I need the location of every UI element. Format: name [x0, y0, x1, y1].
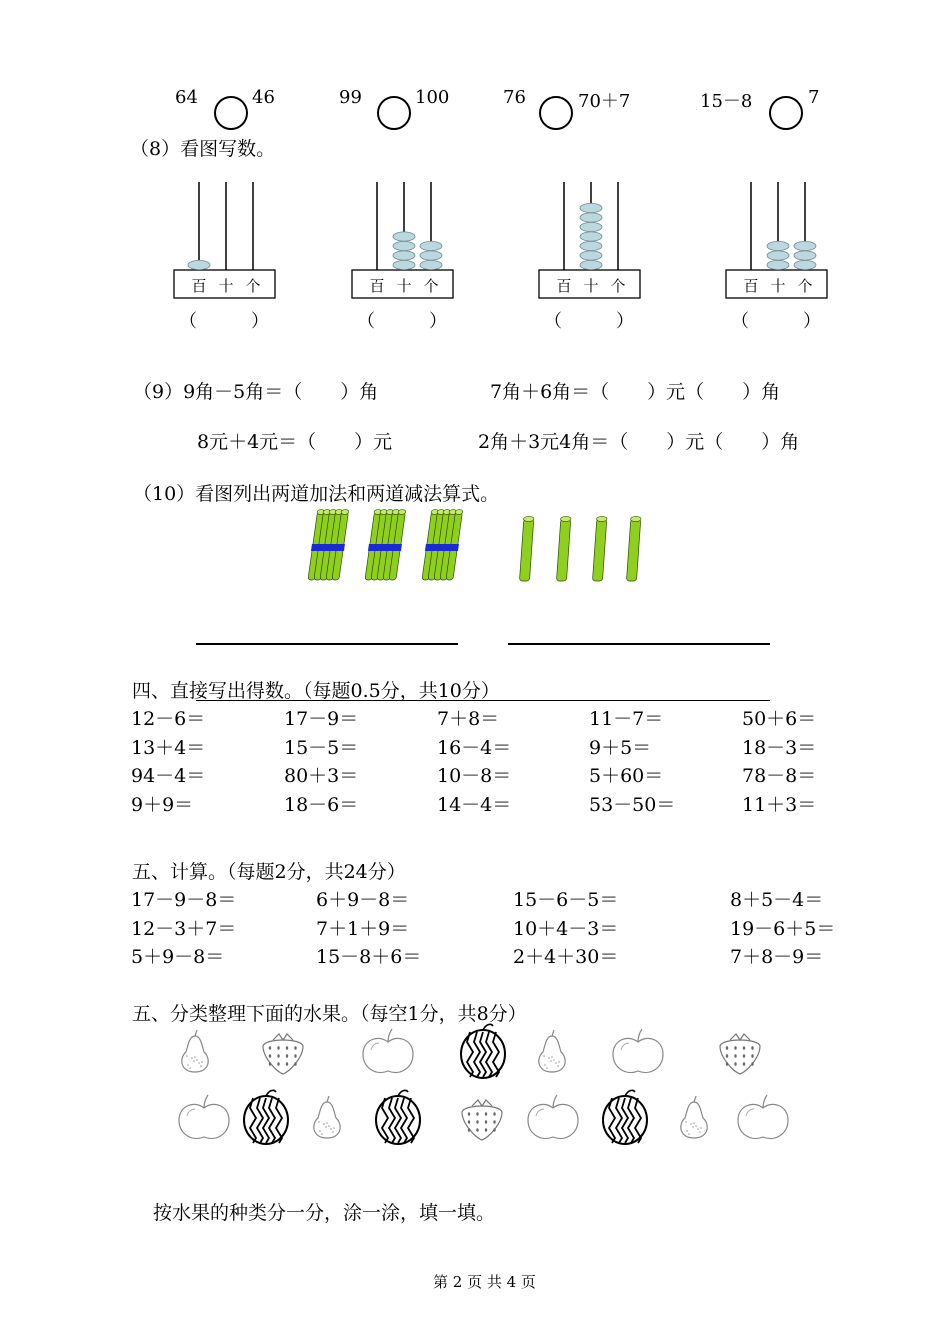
single-stick-top — [560, 516, 571, 521]
pear-dot — [319, 1130, 321, 1132]
strawberry-seed — [734, 1046, 736, 1050]
pear-stem — [195, 1030, 197, 1036]
strawberry-body — [263, 1040, 303, 1074]
strawberry-seed — [277, 1054, 279, 1058]
abacus-bead — [580, 251, 602, 260]
pear-dot — [557, 1065, 559, 1067]
pear-dot — [323, 1123, 325, 1125]
strawberry-seed — [743, 1046, 745, 1050]
strawberry-seed — [743, 1054, 745, 1058]
section5-problem: 10＋4－3＝ — [513, 917, 619, 940]
section5-problem: 7＋1＋9＝ — [316, 917, 410, 940]
compare-left-3: 76 — [503, 87, 526, 108]
section6-instruction: 按水果的种类分一分，涂一涂，填一填。 — [153, 1202, 496, 1224]
pear-body — [314, 1102, 340, 1138]
watermelon-icon — [376, 1090, 420, 1144]
pear-dot — [186, 1055, 188, 1057]
single-stick-body — [519, 519, 533, 581]
bundle-band — [311, 544, 345, 551]
pear-dot — [543, 1055, 545, 1057]
compare-left-1: 64 — [175, 87, 198, 108]
place-label: 个 — [245, 277, 261, 295]
section5-problem: 7＋8－9＝ — [730, 946, 824, 968]
section5-problem: 15－8＋6＝ — [316, 946, 422, 968]
pear-dot — [187, 1064, 189, 1066]
section5-problem: 15－6－5＝ — [513, 889, 619, 911]
place-label: 个 — [423, 277, 439, 295]
strawberry-seed — [476, 1112, 478, 1116]
abacus-bead — [420, 241, 442, 250]
apple-icon — [613, 1029, 663, 1072]
abacus-2 — [352, 182, 453, 332]
pear-dot — [690, 1123, 692, 1125]
strawberry-seed — [468, 1112, 470, 1116]
strawberry-seed — [751, 1054, 753, 1058]
abacus-bead — [420, 260, 442, 269]
section4-problem: 17－9＝ — [284, 708, 359, 730]
apple-body — [613, 1038, 663, 1072]
section4-problem: 10－8＝ — [437, 765, 512, 787]
pear-body — [539, 1036, 565, 1072]
apple-icon — [179, 1095, 229, 1138]
abacus-bead — [794, 260, 816, 269]
strawberry-seed — [734, 1062, 736, 1066]
stick-bundle — [307, 510, 350, 580]
abacus-bead — [188, 260, 210, 269]
place-label: 十 — [770, 277, 786, 295]
place-label: 个 — [797, 277, 813, 295]
stick-bundle — [364, 510, 407, 580]
section5-problem: 19－6＋5＝ — [730, 917, 836, 940]
single-stick-top — [596, 516, 607, 521]
abacus-bead — [580, 232, 602, 241]
abacus-bead — [393, 251, 415, 260]
pear-dot — [333, 1127, 335, 1129]
abacus-answer: （ ） — [544, 311, 634, 332]
strawberry-seed — [286, 1054, 288, 1058]
single-stick-body — [626, 519, 640, 581]
abacus-bead — [580, 213, 602, 222]
abacus-bead — [580, 222, 602, 231]
section5-problem: 8＋5－4＝ — [730, 889, 824, 911]
pear-dot — [692, 1126, 694, 1128]
place-label: 百 — [743, 277, 759, 295]
apple-icon — [528, 1095, 578, 1138]
compare-right-1: 46 — [252, 87, 275, 108]
strawberry-seed — [751, 1062, 753, 1066]
strawberry-body — [720, 1040, 760, 1074]
pear-dot — [693, 1122, 695, 1124]
strawberry-seed — [468, 1120, 470, 1124]
pear-dot — [198, 1062, 200, 1064]
abacus-bead — [580, 203, 602, 212]
section5-problem: 6＋9－8＝ — [316, 889, 410, 911]
single-stick — [626, 516, 641, 581]
bundle-band — [425, 544, 459, 551]
pear-stem — [694, 1096, 696, 1102]
strawberry-seed — [726, 1062, 728, 1066]
single-stick-body — [556, 519, 570, 581]
pear-icon — [182, 1030, 208, 1072]
abacus-answer: （ ） — [357, 311, 447, 332]
pear-dot — [196, 1059, 198, 1061]
strawberry-leaves — [273, 1034, 293, 1040]
strawberry-seed — [294, 1062, 296, 1066]
place-label: 百 — [191, 277, 207, 295]
strawberry-seed — [751, 1046, 753, 1050]
stick-bundle — [421, 510, 464, 580]
strawberry-seed — [726, 1046, 728, 1050]
strawberry-seed — [493, 1112, 495, 1116]
strawberry-seed — [485, 1128, 487, 1132]
section5-problem: 17－9－8＝ — [131, 889, 237, 911]
compare-right-4: 7 — [808, 87, 820, 108]
strawberry-seed — [269, 1046, 271, 1050]
stick-figures — [0, 500, 950, 600]
section5-problem: 2＋4＋30＝ — [513, 946, 619, 968]
section4-problem: 15－5＝ — [284, 736, 359, 759]
section4-title: 四、直接写出得数。（每题0.5分，共10分） — [132, 680, 500, 702]
strawberry-icon — [263, 1034, 303, 1074]
answer-line-1[interactable] — [196, 643, 458, 645]
strawberry-seed — [734, 1054, 736, 1058]
pear-dot — [558, 1061, 560, 1063]
section4-problem: 12－6＝ — [131, 708, 206, 730]
section4-problem: 5＋60＝ — [589, 765, 664, 787]
abacus-1 — [174, 182, 275, 332]
pear-dot — [685, 1121, 687, 1123]
single-stick-top — [630, 516, 641, 521]
pear-dot — [688, 1133, 690, 1135]
pear-dot — [550, 1060, 552, 1062]
pear-dot — [553, 1059, 555, 1061]
pear-dot — [201, 1061, 203, 1063]
pear-dot — [546, 1067, 548, 1069]
section4-problem: 14－4＝ — [437, 793, 512, 816]
section4-underline — [196, 700, 770, 701]
strawberry-seed — [476, 1120, 478, 1124]
strawberry-seed — [294, 1054, 296, 1058]
section4-problem: 80＋3＝ — [284, 765, 359, 787]
pear-dot — [321, 1133, 323, 1135]
abacus-bead — [580, 241, 602, 250]
pear-dot — [332, 1131, 334, 1133]
q8-title: （8）看图写数。 — [130, 138, 276, 160]
pear-dot — [194, 1056, 196, 1058]
abacus-bead — [393, 260, 415, 269]
strawberry-icon — [720, 1034, 760, 1074]
strawberry-seed — [269, 1054, 271, 1058]
strawberry-body — [462, 1106, 502, 1140]
pear-dot — [193, 1060, 195, 1062]
apple-icon — [363, 1029, 413, 1072]
pear-dot — [326, 1122, 328, 1124]
compare-left-2: 99 — [339, 87, 362, 108]
place-label: 十 — [396, 277, 412, 295]
watermelon-icon — [244, 1090, 288, 1144]
single-stick — [519, 516, 534, 581]
pear-icon — [539, 1030, 565, 1072]
compare-right-2: 100 — [415, 87, 450, 108]
pear-dot — [328, 1125, 330, 1127]
strawberry-seed — [286, 1046, 288, 1050]
apple-body — [179, 1104, 229, 1138]
abacus-bead — [420, 251, 442, 260]
apple-body — [363, 1038, 413, 1072]
pear-body — [182, 1036, 208, 1072]
compare-right-3: 70＋7 — [578, 91, 631, 112]
q9-row1-b: 7角＋6角＝（ ）元（ ）角 — [490, 381, 781, 403]
strawberry-seed — [269, 1062, 271, 1066]
abacus-figures — [0, 0, 950, 340]
section4-problem: 9＋9＝ — [131, 793, 194, 816]
strawberry-seed — [277, 1062, 279, 1066]
strawberry-leaves — [730, 1034, 750, 1040]
single-stick — [592, 516, 607, 581]
abacus-4 — [726, 182, 827, 332]
pear-dot — [330, 1128, 332, 1130]
pear-dot — [695, 1125, 697, 1127]
apple-icon — [738, 1095, 788, 1138]
q9-row2-a: 8元＋4元＝（ ）元 — [197, 431, 393, 453]
section5-problem: 5＋9－8＝ — [131, 946, 225, 968]
apple-body — [738, 1104, 788, 1138]
section4-problem: 18－3＝ — [742, 736, 817, 759]
bundle-band — [368, 544, 402, 551]
single-stick-body — [592, 519, 606, 581]
section4-problem: 13＋4＝ — [131, 736, 206, 759]
pear-body — [681, 1102, 707, 1138]
abacus-3 — [539, 182, 640, 332]
apple-body — [528, 1104, 578, 1138]
strawberry-seed — [743, 1062, 745, 1066]
bundle-stick-top — [455, 510, 463, 515]
strawberry-seed — [485, 1120, 487, 1124]
q9-row2-b: 2角＋3元4角＝（ ）元（ ）角 — [478, 431, 800, 453]
place-label: 十 — [583, 277, 599, 295]
section6-title: 五、分类整理下面的水果。（每空1分，共8分） — [132, 1003, 527, 1025]
page-footer: 第 2 页 共 4 页 — [433, 1273, 536, 1291]
abacus-bead — [767, 260, 789, 269]
section4-problem: 94－4＝ — [131, 765, 206, 787]
place-label: 百 — [369, 277, 385, 295]
abacus-bead — [794, 241, 816, 250]
abacus-bead — [794, 251, 816, 260]
strawberry-seed — [286, 1062, 288, 1066]
pear-stem — [327, 1096, 329, 1102]
pear-dot — [555, 1062, 557, 1064]
answer-line-2[interactable] — [508, 643, 770, 645]
strawberry-seed — [485, 1112, 487, 1116]
pear-dot — [699, 1131, 701, 1133]
section4-problem: 11＋3＝ — [742, 793, 817, 816]
pear-icon — [314, 1096, 340, 1138]
place-label: 百 — [556, 277, 572, 295]
pear-dot — [686, 1130, 688, 1132]
section5-problem: 12－3＋7＝ — [131, 917, 237, 940]
strawberry-icon — [462, 1100, 502, 1140]
strawberry-seed — [493, 1120, 495, 1124]
place-label: 十 — [218, 277, 234, 295]
abacus-bead — [767, 251, 789, 260]
abacus-bead — [767, 241, 789, 250]
section4-problem: 16－4＝ — [437, 736, 512, 759]
compare-left-4: 15－8 — [700, 91, 753, 112]
watermelon-icon — [603, 1090, 647, 1144]
pear-stem — [552, 1030, 554, 1036]
pear-dot — [548, 1057, 550, 1059]
pear-dot — [551, 1056, 553, 1058]
abacus-bead — [580, 260, 602, 269]
strawberry-seed — [468, 1128, 470, 1132]
pear-dot — [700, 1127, 702, 1129]
section4-problem: 78－8＝ — [742, 765, 817, 787]
section5-title: 五、计算。（每题2分，共24分） — [132, 861, 406, 883]
section4-problem: 9＋5＝ — [589, 736, 652, 759]
section4-problem: 18－6＝ — [284, 793, 359, 816]
section4-problem: 53－50＝ — [589, 793, 676, 816]
pear-dot — [191, 1057, 193, 1059]
bundle-stick-top — [398, 510, 406, 515]
strawberry-leaves — [472, 1100, 492, 1106]
single-stick — [556, 516, 571, 581]
pear-dot — [325, 1126, 327, 1128]
q10-title: （10）看图列出两道加法和两道减法算式。 — [133, 483, 500, 505]
pear-dot — [189, 1067, 191, 1069]
pear-dot — [200, 1065, 202, 1067]
pear-dot — [318, 1121, 320, 1123]
abacus-bead — [393, 232, 415, 241]
fruit-figures — [0, 1020, 950, 1150]
strawberry-seed — [294, 1046, 296, 1050]
place-label: 个 — [610, 277, 626, 295]
pear-dot — [544, 1064, 546, 1066]
watermelon-icon — [461, 1024, 505, 1078]
strawberry-seed — [493, 1128, 495, 1132]
pear-icon — [681, 1096, 707, 1138]
q9-row1-a: （9）9角－5角＝（ ）角 — [133, 381, 379, 403]
strawberry-seed — [277, 1046, 279, 1050]
section4-problem: 50＋6＝ — [742, 708, 817, 730]
abacus-bead — [393, 241, 415, 250]
pear-dot — [697, 1128, 699, 1130]
strawberry-seed — [726, 1054, 728, 1058]
section4-problem: 7＋8＝ — [437, 708, 500, 730]
strawberry-seed — [476, 1128, 478, 1132]
section4-problem: 11－7＝ — [589, 708, 664, 730]
single-stick-top — [523, 516, 534, 521]
abacus-answer: （ ） — [179, 311, 269, 332]
abacus-answer: （ ） — [731, 311, 821, 332]
bundle-stick-top — [341, 510, 349, 515]
